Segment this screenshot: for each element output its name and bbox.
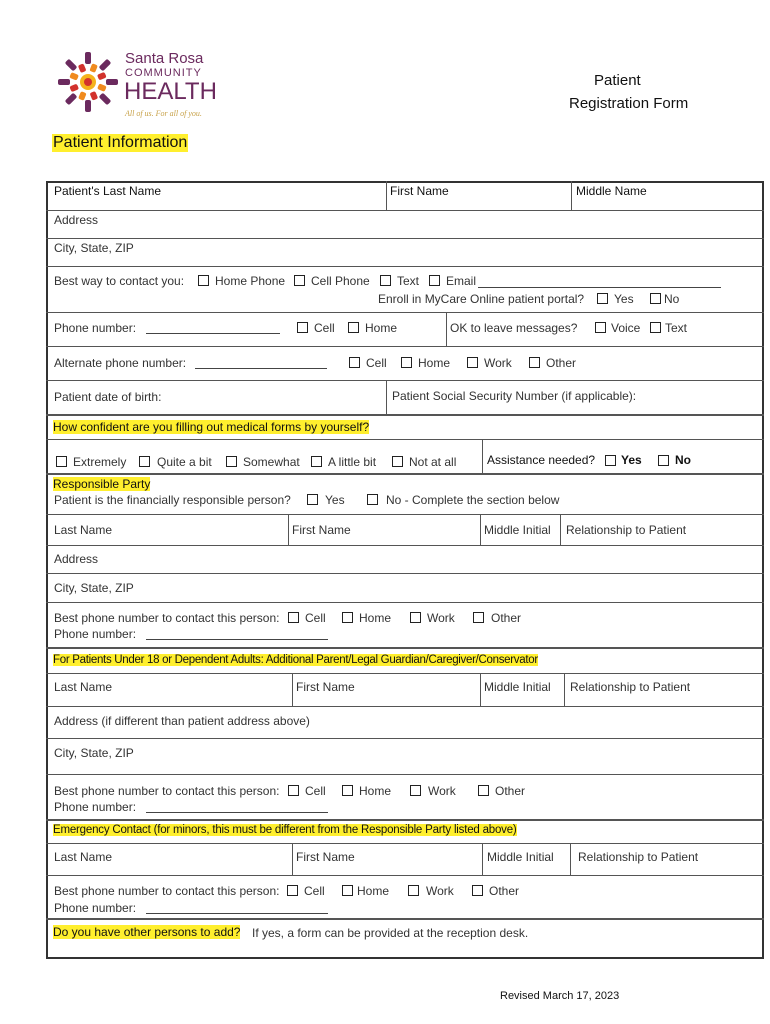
label-alt-cell: Cell xyxy=(366,356,387,370)
label-text: Text xyxy=(397,274,420,288)
checkbox-ec-cell[interactable] xyxy=(287,885,298,896)
label-ec-cell: Cell xyxy=(304,884,325,898)
checkbox-rp-home[interactable] xyxy=(342,612,353,623)
label-best-way-to-contact: Best way to contact you: xyxy=(54,274,185,288)
label-rp-middle-initial: Middle Initial xyxy=(484,523,551,537)
label-assistance-yes: Yes xyxy=(621,453,642,467)
label-rp-cell: Cell xyxy=(305,611,326,625)
section-heading-emergency-contact: Emergency Contact (for minors, this must be different from the Responsible Party listed above) xyxy=(53,824,517,836)
label-g-first-name: First Name xyxy=(296,680,355,694)
email-underline[interactable] xyxy=(478,287,721,288)
label-somewhat: Somewhat xyxy=(243,455,300,469)
label-home-phone: Home Phone xyxy=(215,274,286,288)
label-alternate-phone: Alternate phone number: xyxy=(54,356,187,370)
label-g-other: Other xyxy=(495,784,526,798)
logo-line2: COMMUNITY xyxy=(125,67,202,79)
label-ec-work: Work xyxy=(426,884,454,898)
label-date-of-birth: Patient date of birth: xyxy=(54,390,162,404)
label-a-little-bit: A little bit xyxy=(328,455,377,469)
label-messages-text: Text xyxy=(665,321,688,335)
label-ec-last-name: Last Name xyxy=(54,850,113,864)
label-g-last-name: Last Name xyxy=(54,680,113,694)
label-g-relationship: Relationship to Patient xyxy=(570,680,691,694)
checkbox-ec-home[interactable] xyxy=(342,885,353,896)
logo-sunburst-icon xyxy=(56,50,120,114)
label-rp-best-phone: Best phone number to contact this person: xyxy=(54,611,280,625)
phone-number-underline[interactable] xyxy=(146,333,280,334)
label-enroll-no: No xyxy=(664,292,680,306)
label-ok-to-leave-messages: OK to leave messages? xyxy=(450,321,578,335)
label-ec-best-phone: Best phone number to contact this person: xyxy=(54,884,280,898)
label-rp-phone-number: Phone number: xyxy=(54,627,137,641)
checkbox-alt-cell[interactable] xyxy=(349,357,360,368)
label-g-phone-number: Phone number: xyxy=(54,800,137,814)
other-persons-question: Do you have other persons to add? xyxy=(53,925,241,939)
label-cell-phone: Cell Phone xyxy=(311,274,370,288)
label-enroll-mycare: Enroll in MyCare Online patient portal? xyxy=(378,292,585,306)
ec-phone-underline[interactable] xyxy=(146,913,328,914)
label-g-best-phone: Best phone number to contact this person: xyxy=(54,784,280,798)
label-ec-phone-number: Phone number: xyxy=(54,901,137,915)
label-g-work: Work xyxy=(428,784,456,798)
label-responsible-no: No - Complete the section below xyxy=(386,493,560,507)
label-ec-first-name: First Name xyxy=(296,850,355,864)
revised-date: Revised March 17, 2023 xyxy=(500,990,620,1002)
checkbox-phone-home[interactable] xyxy=(348,322,359,333)
label-alt-home: Home xyxy=(418,356,451,370)
logo xyxy=(56,48,226,123)
checkbox-assistance-yes[interactable] xyxy=(605,455,616,466)
label-city-state-zip: City, State, ZIP xyxy=(54,241,134,255)
label-rp-relationship: Relationship to Patient xyxy=(566,523,687,537)
checkbox-quite-a-bit[interactable] xyxy=(139,456,150,467)
label-rp-other: Other xyxy=(491,611,522,625)
label-address: Address xyxy=(54,213,99,227)
label-ec-other: Other xyxy=(489,884,520,898)
checkbox-alt-home[interactable] xyxy=(401,357,412,368)
label-not-at-all: Not at all xyxy=(409,455,457,469)
checkbox-g-home[interactable] xyxy=(342,785,353,796)
section-heading-patient-information: Patient Information xyxy=(53,134,188,151)
label-assistance-needed: Assistance needed? xyxy=(487,453,596,467)
label-rp-work: Work xyxy=(427,611,455,625)
checkbox-not-at-all[interactable] xyxy=(392,456,403,467)
label-voice: Voice xyxy=(611,321,641,335)
logo-line1: Santa Rosa xyxy=(125,50,204,67)
label-rp-home: Home xyxy=(359,611,392,625)
checkbox-g-work[interactable] xyxy=(410,785,421,796)
checkbox-responsible-yes[interactable] xyxy=(307,494,318,505)
label-responsible-yes: Yes xyxy=(325,493,345,507)
checkbox-responsible-no[interactable] xyxy=(367,494,378,505)
section-heading-under-18: For Patients Under 18 or Dependent Adults: Additional Parent/Legal Guardian/Caregiver/Conservator xyxy=(53,654,538,666)
checkbox-extremely[interactable] xyxy=(56,456,67,467)
label-rp-last-name: Last Name xyxy=(54,523,113,537)
checkbox-rp-other[interactable] xyxy=(473,612,484,623)
label-patient-last-name: Patient's Last Name xyxy=(54,184,162,198)
checkbox-alt-other[interactable] xyxy=(529,357,540,368)
checkbox-somewhat[interactable] xyxy=(226,456,237,467)
label-alt-work: Work xyxy=(484,356,512,370)
form-title-line1: Patient xyxy=(594,72,641,89)
g-phone-underline[interactable] xyxy=(146,812,328,813)
form-title-line2: Registration Form xyxy=(569,95,689,112)
checkbox-g-cell[interactable] xyxy=(288,785,299,796)
label-rp-city: City, State, ZIP xyxy=(54,581,134,595)
checkbox-rp-cell[interactable] xyxy=(288,612,299,623)
checkbox-enroll-yes[interactable] xyxy=(597,293,608,304)
checkbox-text[interactable] xyxy=(380,275,391,286)
label-financially-responsible: Patient is the financially responsible person? xyxy=(54,493,291,507)
label-middle-name: Middle Name xyxy=(576,184,647,198)
label-ssn: Patient Social Security Number (if applicable): xyxy=(392,389,637,403)
checkbox-alt-work[interactable] xyxy=(467,357,478,368)
confidence-question: How confident are you filling out medical forms by yourself? xyxy=(53,420,370,434)
label-rp-first-name: First Name xyxy=(292,523,351,537)
checkbox-messages-text[interactable] xyxy=(650,322,661,333)
checkbox-rp-work[interactable] xyxy=(410,612,421,623)
label-email: Email xyxy=(446,274,477,288)
label-enroll-yes: Yes xyxy=(614,292,634,306)
label-ec-middle-initial: Middle Initial xyxy=(487,850,554,864)
label-g-home: Home xyxy=(359,784,392,798)
checkbox-ec-other[interactable] xyxy=(472,885,483,896)
checkbox-phone-cell[interactable] xyxy=(297,322,308,333)
label-g-middle-initial: Middle Initial xyxy=(484,680,551,694)
checkbox-assistance-no[interactable] xyxy=(658,455,669,466)
label-extremely: Extremely xyxy=(73,455,127,469)
label-rp-address: Address xyxy=(54,552,99,566)
section-heading-responsible-party: Responsible Party xyxy=(53,477,151,491)
checkbox-voice[interactable] xyxy=(595,322,606,333)
checkbox-g-other[interactable] xyxy=(478,785,489,796)
checkbox-email[interactable] xyxy=(429,275,440,286)
label-alt-other: Other xyxy=(546,356,577,370)
label-first-name: First Name xyxy=(390,184,449,198)
alternate-phone-underline[interactable] xyxy=(195,368,327,369)
label-phone-number: Phone number: xyxy=(54,321,137,335)
checkbox-cell-phone[interactable] xyxy=(294,275,305,286)
checkbox-ec-work[interactable] xyxy=(408,885,419,896)
logo-tagline: All of us. For all of you. xyxy=(125,109,202,118)
label-ec-relationship: Relationship to Patient xyxy=(578,850,699,864)
label-g-city: City, State, ZIP xyxy=(54,746,134,760)
label-g-cell: Cell xyxy=(305,784,326,798)
label-quite-a-bit: Quite a bit xyxy=(157,455,212,469)
label-ec-home: Home xyxy=(357,884,390,898)
checkbox-home-phone[interactable] xyxy=(198,275,209,286)
checkbox-enroll-no[interactable] xyxy=(650,293,661,304)
other-persons-note: If yes, a form can be provided at the reception desk. xyxy=(252,926,529,940)
label-phone-home: Home xyxy=(365,321,398,335)
logo-line3: HEALTH xyxy=(124,78,217,105)
label-g-address: Address (if different than patient address above) xyxy=(54,714,310,728)
label-phone-cell: Cell xyxy=(314,321,335,335)
label-assistance-no: No xyxy=(675,453,691,467)
rp-phone-underline[interactable] xyxy=(146,639,328,640)
checkbox-a-little-bit[interactable] xyxy=(311,456,322,467)
